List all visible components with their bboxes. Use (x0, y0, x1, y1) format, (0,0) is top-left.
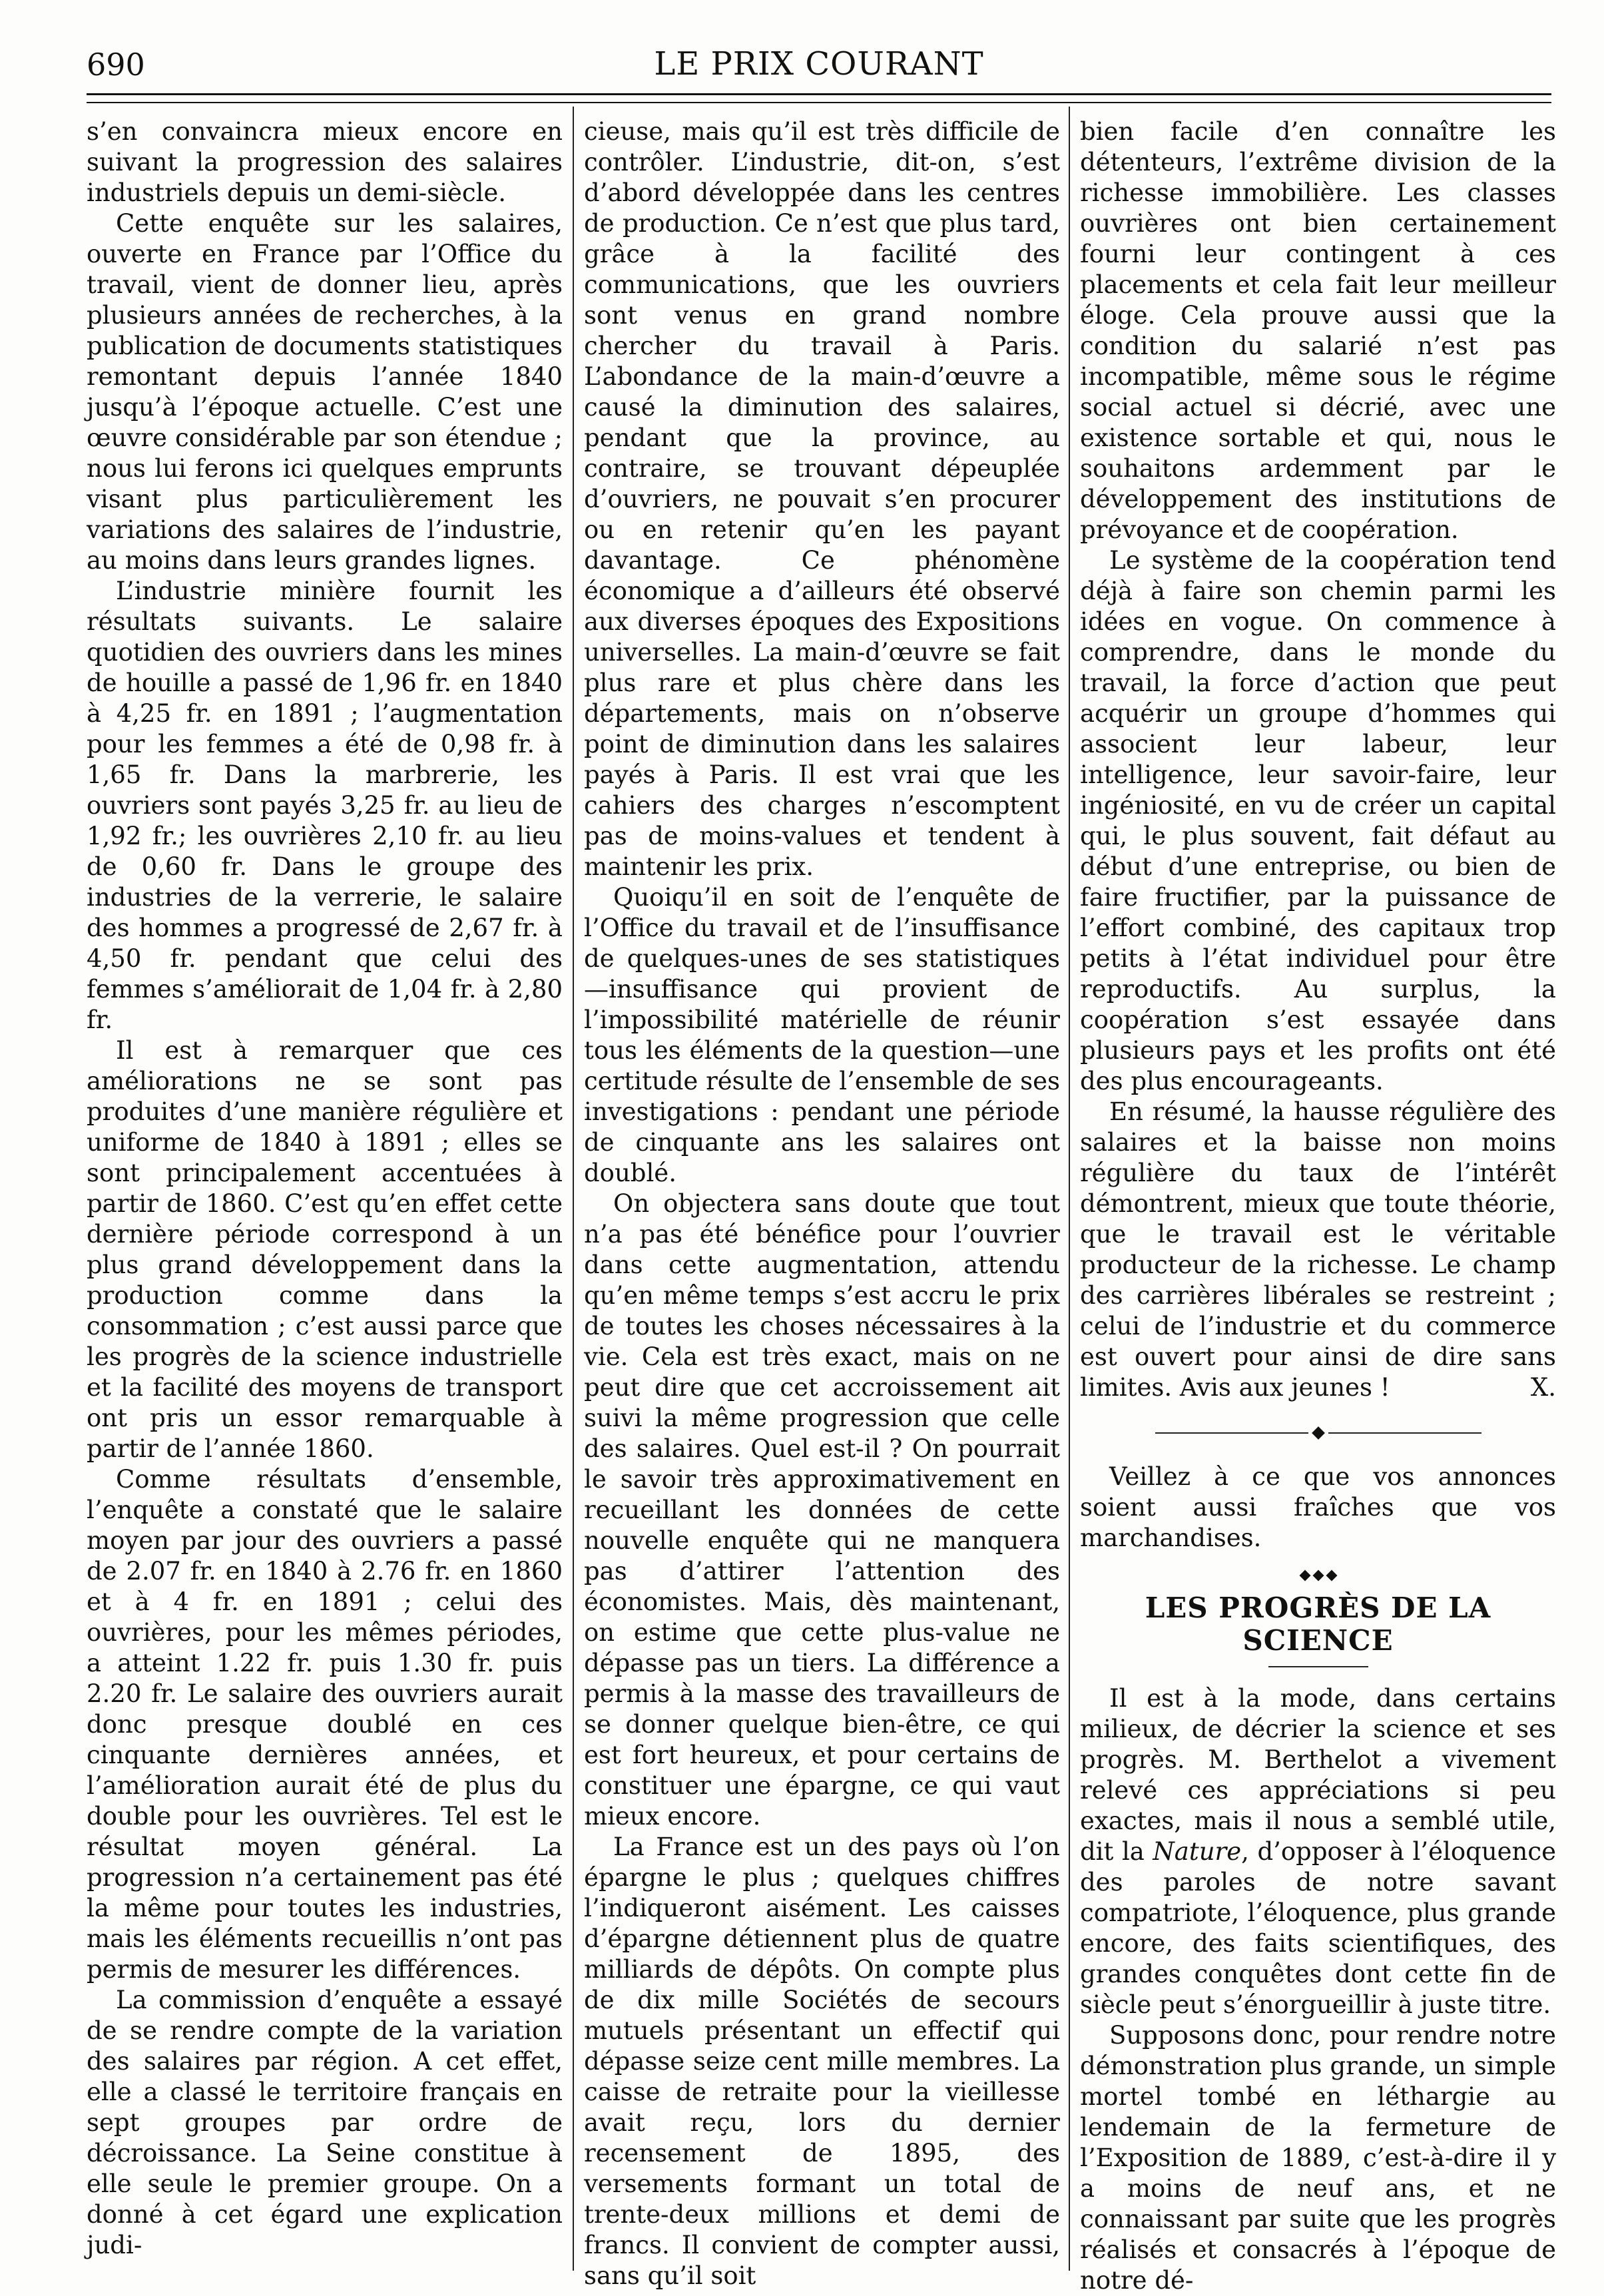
page-header (87, 40, 1551, 87)
separator-line (1155, 1432, 1308, 1434)
paragraph: L’industrie minière fournit les résultats suivants. Le salaire quotidien des ouvriers dans les mines de houille a passé de 1,96 fr. en 1840 à 4,25 fr. en 1891 ; l’augmentation pour les femmes a été de 0,98 fr. à 1,65 fr. Dans la marbrerie, les ouvriers sont payés 3,25 fr. au lieu de 1,92 fr.; les ouvrières 2,10 fr. au lieu de 0,60 fr. Dans le groupe des industries de la verrerie, le salaire des hommes a progressé de 2,67 fr. à 4,50 fr. pendant que celui des femmes s’améliorait de 1,04 fr. à 2,80 fr. (87, 577, 563, 1034)
diamond-ornament-icon (1299, 1570, 1310, 1581)
advertising-notice: Veillez à ce que vos annonces soient aussi fraîches que vos marchandises. (1080, 1462, 1556, 1552)
column-1 (87, 117, 563, 2267)
section-ornament (1080, 1570, 1556, 1582)
paragraph (1080, 1097, 1556, 1403)
paragraph: Supposons donc, pour rendre notre démonstration plus grande, un simple mortel tombé en léthargie au lendemain de la fermeture de l’Exposition de 1889, c’est-à-dire il y a moins de neuf ans, et ne connaissant par suite que les progrès réalisés et consacrés à l’époque de notre dé- (1080, 2021, 1556, 2295)
paragraph-text: Il est à la mode, dans certains milieux, de décrier la science et ses progrès. M. Berthelot a vivement relevé ces appréciations si peu exactes, mais il nous a semblé utile, dit la (1080, 1684, 1556, 1866)
column-2 (584, 117, 1060, 2290)
separator-ornament (1080, 1426, 1556, 1439)
paragraph: Comme résultats d’ensemble, l’enquête a constaté que le salaire moyen par jour des ouvriers a passé de 2.07 fr. en 1840 à 2.76 fr. en 1860 et à 4 fr. en 1891 ; celui des ouvrières, pour les mêmes périodes, a atteint 1.22 fr. puis 1.30 fr. puis 2.20 fr. Le salaire des ouvriers aurait donc presque doublé en ces cinquante dernières années, et l’amélioration aurait été de plus du double pour les ouvrières. Tel est le résultat moyen général. La progression n’a certainement pas été la même pour toutes les industries, mais les éléments recueillis n’ont pas permis de mesurer les différences. (87, 1465, 563, 1984)
diamond-ornament-icon (1326, 1570, 1337, 1581)
column-3 (1080, 117, 1557, 2295)
signature: X. (1530, 1373, 1556, 1402)
column-divider (573, 107, 574, 2271)
paragraph-text: En résumé, la hausse régulière des salaires et la baisse non moins régulière du taux de l’intérêt démontrent, mieux que toute théorie, que le travail est le véritable producteur de la richesse. Le champ des carrières libérales se restreint ; celui de l’industrie et du commerce est ouvert pour ainsi de dire sans limites. Avis aux jeunes ! (1080, 1097, 1556, 1402)
paragraph: cieuse, mais qu’il est très difficile de contrôler. L’industrie, dit-on, s’est d’abord développée dans les centres de production. Ce n’est que plus tard, grâce à la facilité des communications, que les ouvriers sont venus en grand nombre chercher du travail à Paris. L’abondance de la main-d’œuvre a causé la diminution des salaires, pendant que la province, au contraire, se trouvant dépeuplée d’ouvriers, ne pouvait s’en procurer ou en retenir qu’en les payant davantage. Ce phénomène économique a d’ailleurs été observé aux diverses époques des Expositions universelles. La main-d’œuvre se fait plus rare et plus chère dans les départements, mais on n’observe point de diminution dans les salaires payés à Paris. Il est vrai que les cahiers des charges n’escomptent pas de moins-values et tendent à maintenir les prix. (584, 117, 1060, 881)
paragraph: La France est un des pays où l’on épargne le plus ; quelques chiffres l’indiqueront aisément. Les caisses d’épargne détiennent plus de quatre milliards de dépôts. On compte plus de dix mille Sociétés de secours mutuels présentant un effectif qui dépasse seize cent mille membres. La caisse de retraite pour la vieillesse avait reçu, lors du dernier recensement de 1895, des versements formant un total de trente-deux millions et demi de francs. Il convient de compter aussi, sans qu’il soit (584, 1833, 1060, 2290)
paragraph: Le système de la coopération tend déjà à faire son chemin parmi les idées en vogue. On commence à comprendre, dans le monde du travail, la force d’action que peut acquérir un groupe d’hommes qui associent leur labeur, leur intelligence, leur savoir-faire, leur ingéniosité, en vu de créer un capital qui, le plus souvent, fait défaut au début d’une entreprise, ou bien de faire fructifier, par la puissance de l’effort combiné, des capitaux trop petits à l’état individuel pour être reproductifs. Au surplus, la coopération s’est essayée dans plusieurs pays et les profits ont été des plus encourageants. (1080, 546, 1556, 1095)
paragraph: bien facile d’en connaître les détenteurs, l’extrême division de la richesse immobilière. Les classes ouvrières ont bien certainement fourni leur contingent à ces placements et cela fait leur meilleur éloge. Cela prouve aussi que la condition du salarié n’est pas incompatible, même sous le régime social actuel si décrié, avec une existence sortable et qui, nous le souhaitons ardemment par le développement des institutions de prévoyance et de coopération. (1080, 117, 1556, 544)
page-number: 690 (87, 47, 145, 83)
column-divider (1069, 107, 1070, 2271)
paragraph: Cette enquête sur les salaires, ouverte en France par l’Office du travail, vient de donner lieu, après plusieurs années de recherches, à la publication de documents statistiques remontant depuis l’année 1840 jusqu’à l’époque actuelle. C’est une œuvre considérable par son étendue ; nous lui ferons ici quelques emprunts visant plus particulièrement les variations des salaires de l’industrie, au moins dans leurs grandes lignes. (87, 209, 563, 575)
header-rule (87, 93, 1551, 103)
paragraph: s’en convaincra mieux encore en suivant la progression des salaires industriels depuis un demi-siècle. (87, 117, 563, 207)
diamond-ornament-icon (1312, 1426, 1325, 1440)
paragraph: La commission d’enquête a essayé de se rendre compte de la variation des salaires par région. A cet effet, elle a classé le territoire français en sept groupes par ordre de décroissance. La Seine constitue à elle seule le premier groupe. On a donné à cet égard une explication judi- (87, 1986, 563, 2259)
running-title: LE PRIX COURANT (654, 45, 984, 83)
paragraph-text: , d’opposer à l’éloquence des paroles de notre savant compatriote, l’éloquence, plus grande encore, des faits scientifiques, des grandes conquêtes dont cette fin de siècle peut s’énorgueillir à juste titre. (1080, 1837, 1557, 2019)
section-title: LES PROGRÈS DE LA SCIENCE (1145, 1591, 1491, 1657)
paragraph: Quoiqu’il en soit de l’enquête de l’Office du travail et de l’insuffisance de quelques-unes de ses statistiques —insuffisance qui provient de l’impossibilité matérielle de réunir tous les éléments de la question—une certitude résulte de l’ensemble de ses investigations : pendant une période de cinquante ans les salaires ont doublé. (584, 883, 1060, 1187)
separator-line (1328, 1432, 1481, 1434)
title-rule (1268, 1666, 1368, 1667)
paragraph (1080, 1683, 1556, 2020)
publication-name: Nature (1153, 1837, 1242, 1866)
paragraph: Il est à remarquer que ces améliorations ne se sont pas produites d’une manière régulière et uniforme de 1840 à 1891 ; elles se sont principalement accentuées à partir de 1860. C’est qu’en effet cette dernière période correspond à un plus grand développement dans la production comme dans la consommation ; c’est aussi parce que les progrès de la science industrielle et la facilité des moyens de transport ont pris un essor remarquable à partir de l’année 1860. (87, 1036, 563, 1463)
diamond-ornament-icon (1312, 1570, 1324, 1581)
paragraph: On objectera sans doute que tout n’a pas été bénéfice pour l’ouvrier dans cette augmentation, attendu qu’en même temps s’est accru le prix de toutes les choses nécessaires à la vie. Cela est très exact, mais on ne peut dire que cet accroissement ait suivi la même progression que celle des salaires. Quel est-il ? On pourrait le savoir très approximativement en recueillant les données de cette nouvelle enquête qui ne manquera pas d’attirer l’attention des économistes. Mais, dès maintenant, on estime que cette plus-value ne dépasse pas un tiers. La différence a permis à la masse des travailleurs de se donner quelque bien-être, ce qui est fort heureux, et pour certains de constituer une épargne, ce qui vaut mieux encore. (584, 1189, 1060, 1831)
